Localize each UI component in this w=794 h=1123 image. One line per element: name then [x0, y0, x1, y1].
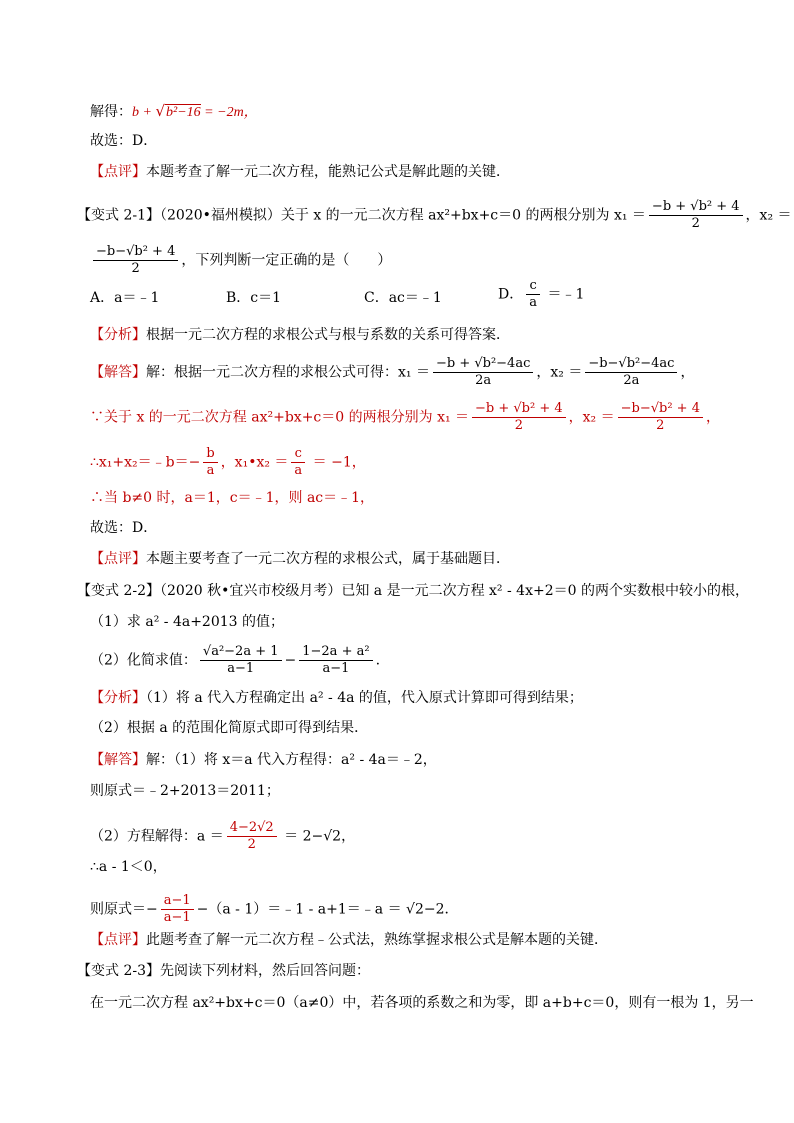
therefore-line-1: ∴x₁+x₂＝﹣b＝− $\frac{b}{a}$ ，x₁•x₂ ＝ $\frac{c}{a}$ ＝ −1，: [90, 446, 366, 478]
analysis-1: 【分析】根据一元二次方程的求根公式与根与系数的关系可得答案．: [90, 327, 510, 343]
question-2: （2）化简求值： $\frac{\text{√a²−2a + 1}}{a-1}$ − $\frac{\text{1−2a + a²}}{a-1}$ .: [90, 644, 381, 676]
option-b: B．c＝1: [226, 290, 282, 306]
answer-2-line-4: ∴a - 1＜0，: [90, 859, 167, 875]
answer-1: 【解答】解：根据一元二次方程的求根公式可得：x₁ ＝ $\frac{\text{−b + √b²−4ac}}{2a}$ ，x₂ ＝ $\frac{\text{−b−√b²−4ac}}{2a}$ ，: [90, 356, 695, 388]
analysis-2-cont: （2）根据 a 的范围化简原式即可得到结果．: [90, 720, 369, 736]
variant-2-1: 【变式 2-1】（2020•福州模拟）关于 x 的一元二次方程 ax²+bx+c＝0 的两根分别为 x₁ ＝ $\frac{\text{−b + √b² + 4}}{2}$ ，x₂ ＝: [77, 199, 792, 231]
select-line-2: 故选：D．: [90, 520, 158, 536]
comment-2: 【点评】本题主要考查了一元二次方程的求根公式，属于基础题目．: [90, 551, 510, 567]
answer-2-line-5: 则原式＝− $\frac{a-1}{a-1}$ −（a - 1）＝﹣1 - a+1＝﹣a ＝ √2−2．: [90, 893, 459, 925]
therefore-line-2: ∴当 b≠0 时，a＝1，c＝﹣1，则 ac＝﹣1，: [90, 490, 375, 506]
variant-2-3: 【变式 2-3】先阅读下列材料，然后回答问题：: [77, 963, 370, 979]
answer-2-line-2: 则原式＝﹣2+2013＝2011；: [90, 783, 280, 799]
option-d: D． $\frac{c}{a}$ ＝﹣1: [498, 278, 585, 310]
analysis-2: 【分析】（1）将 a 代入方程确定出 a² - 4a 的值，代入原式计算即可得到结果；: [90, 690, 583, 706]
because-line: ∵关于 x 的一元二次方程 ax²+bx+c＝0 的两根分别为 x₁ ＝ $\frac{\text{−b + √b² + 4}}{2}$ ，x₂ ＝ $\frac{\text{−b−√b² + 4}}{2}$ ，: [90, 401, 720, 433]
option-a: A．a＝﹣1: [90, 290, 160, 306]
question-1: （1）求 a² - 4a+2013 的值；: [90, 614, 285, 630]
comment-1: 【点评】本题考查了解一元二次方程，能熟记公式是解此题的关键．: [90, 164, 510, 180]
answer-2-line-3: （2）方程解得：a ＝ $\frac{4-2√2}{2}$ ＝ 2−√2，: [90, 820, 356, 852]
variant-2-1-cont: $\frac{\text{−b−√b² + 4}}{2}$ ，下列判断一定正确的是（ ）: [90, 244, 391, 277]
variant-2-2: 【变式 2-2】（2020 秋•宜兴市校级月考）已知 a 是一元二次方程 x² - 4x+2＝0 的两个实数根中较小的根，: [77, 583, 749, 599]
select-line-1: 故选：D．: [90, 133, 158, 149]
answer-2: 【解答】解：（1）将 x＝a 代入方程得：a² - 4a＝﹣2，: [90, 752, 437, 768]
comment-3: 【点评】此题考查了解一元二次方程﹣公式法，熟练掌握求根公式是解本题的关键．: [90, 932, 608, 948]
material-line: 在一元二次方程 ax²+bx+c＝0（a≠0）中，若各项的系数之和为零，即 a+b+c＝0，则有一根为 1，另一: [90, 995, 754, 1011]
option-c: C．ac＝﹣1: [364, 290, 442, 306]
solve-line-1: 解得：b + √b²−16 = −2m，: [90, 102, 258, 120]
